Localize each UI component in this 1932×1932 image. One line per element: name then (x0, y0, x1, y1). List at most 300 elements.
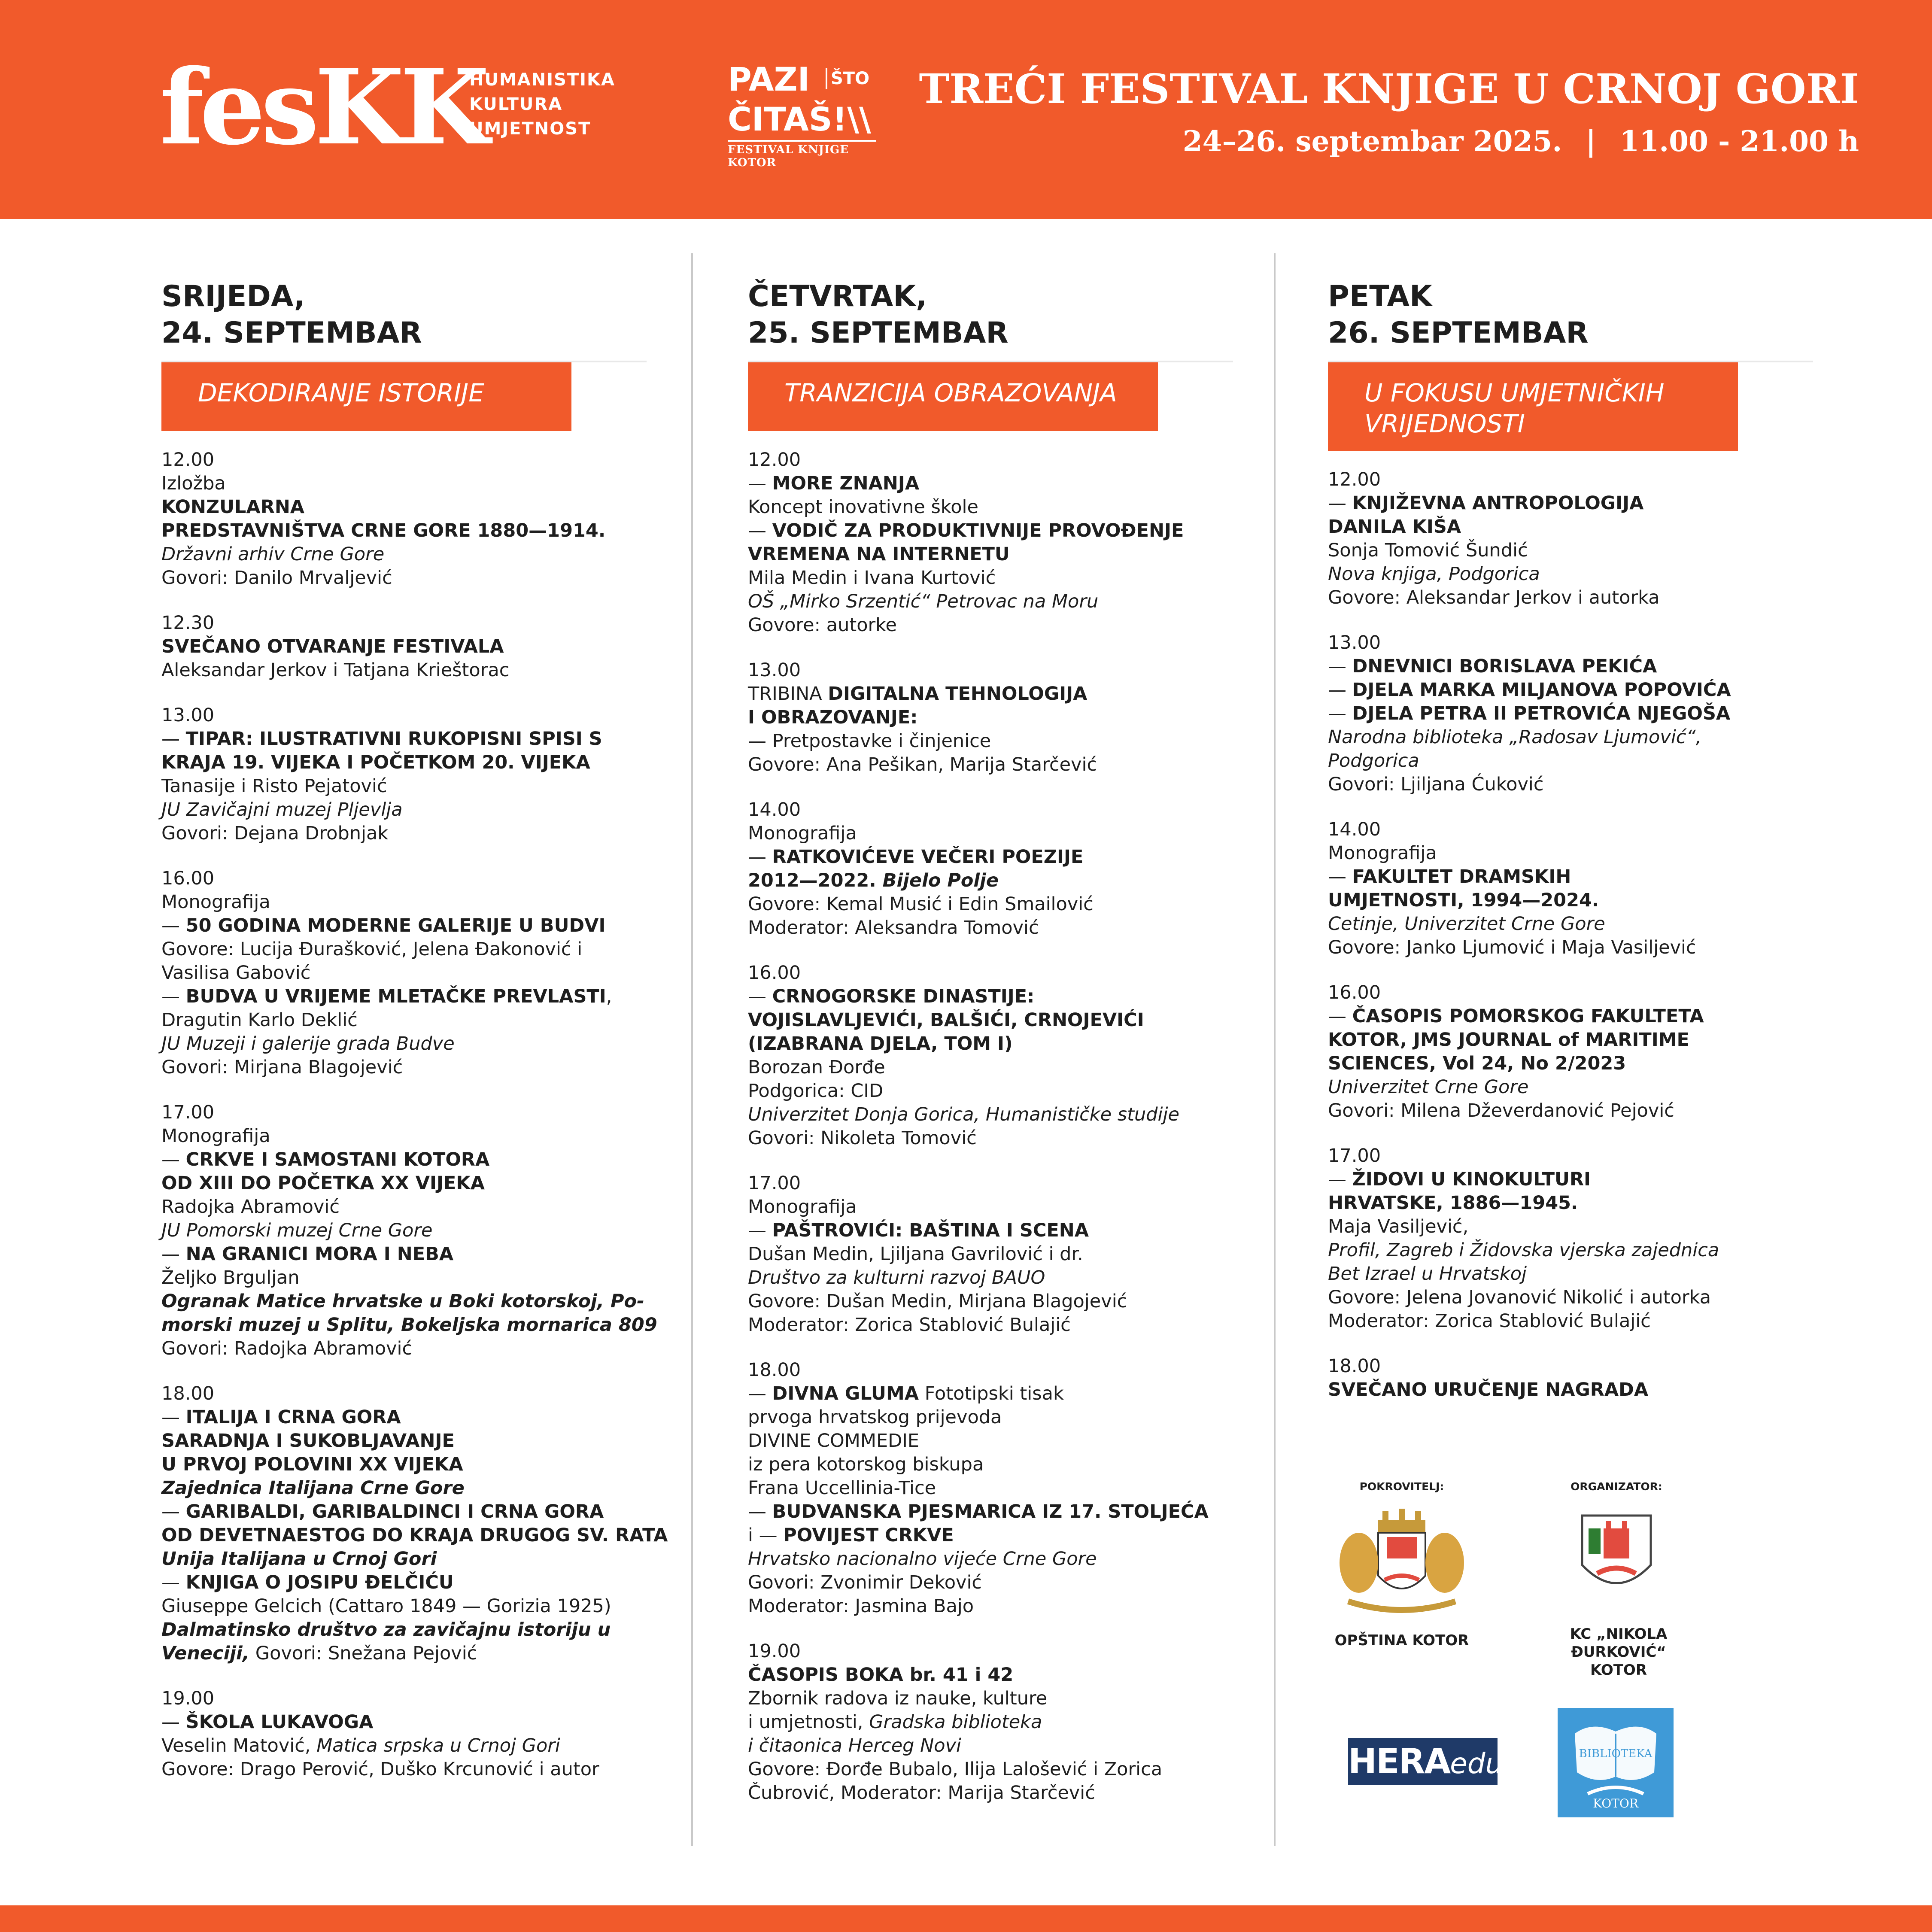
event-line (1328, 773, 1813, 796)
event-line (748, 1195, 1233, 1219)
event-text: Dušan Medin, Ljiljana Gavrilović i dr. (748, 1243, 1083, 1265)
event-line (161, 798, 647, 822)
event-line (1328, 1262, 1813, 1286)
event-line (1328, 492, 1813, 515)
event-text: Izložba (161, 473, 226, 494)
column-divider (691, 253, 693, 1846)
event-text: — (748, 1220, 772, 1241)
program-event (748, 961, 1233, 1150)
event-line (748, 706, 1233, 729)
event-text: 13.00 (748, 659, 801, 681)
event-text: Ogranak Matice hrvatske u Boki kotorskoj, Po- (161, 1291, 644, 1312)
tagline-line: UMJETNOST (469, 119, 591, 139)
event-line (161, 1758, 647, 1781)
event-text: Podgorica: CID (748, 1080, 884, 1102)
event-text: Tanasije i Risto Pejatović (161, 775, 387, 797)
event-text: Narodna biblioteka „Radosav Ljumović“, (1328, 726, 1702, 748)
day-date: 24. SEPTEMBAR (161, 316, 422, 350)
event-text: (IZABRANA DJELA, TOM I) (748, 1033, 1013, 1054)
column-divider (1274, 253, 1276, 1846)
event-text: 18.00 (1328, 1355, 1381, 1377)
dates-text: 24–26. septembar 2025. (1182, 125, 1562, 158)
event-line (748, 1687, 1233, 1710)
event-text: Radojka Abramović (161, 1196, 340, 1218)
header-banner (0, 0, 1932, 219)
theme-banner: TRANZICIJA OBRAZOVANJA (748, 362, 1158, 431)
event-text: 18.00 (748, 1359, 801, 1381)
event-text: , (606, 986, 612, 1007)
event-text: KOTOR, JMS JOURNAL of MARITIME (1328, 1029, 1689, 1051)
event-text: Zbornik radova iz nauke, kulture (748, 1688, 1048, 1709)
event-text: ITALIJA I CRNA GORA (185, 1406, 401, 1428)
event-line (748, 566, 1233, 590)
event-text: Cetinje, Univerzitet Crne Gore (1328, 913, 1605, 935)
event-line (161, 961, 647, 985)
pazi-sto-citas-logo (728, 60, 876, 169)
program-event (1328, 981, 1813, 1123)
event-text: SVEČANO URUČENJE NAGRADA (1328, 1379, 1649, 1400)
event-text: 18.00 (161, 1383, 215, 1404)
event-line (748, 1524, 1233, 1547)
footer-bar (0, 1905, 1932, 1932)
theme-block (1328, 361, 1813, 451)
event-line (748, 472, 1233, 495)
event-line (1328, 1075, 1813, 1099)
event-line (161, 1406, 647, 1429)
event-line (1328, 1052, 1813, 1075)
event-time (161, 611, 647, 635)
event-text: Govori: Snežana Pejović (249, 1643, 477, 1664)
event-line (748, 1476, 1233, 1500)
event-line (161, 1148, 647, 1172)
event-line (161, 1313, 657, 1337)
event-line (748, 869, 1233, 893)
organizator-name-line: KC „NIKOLA ĐURKOVIĆ“ (1570, 1625, 1668, 1661)
event-text: prvoga hrvatskog prijevoda (748, 1406, 1002, 1428)
event-line (1328, 586, 1813, 610)
event-line (748, 845, 1233, 869)
event-text: DIVNA GLUMA (772, 1383, 919, 1404)
event-text: Moderator: Aleksandra Tomović (748, 917, 1039, 939)
event-text: Govori: Mirjana Blagojević (161, 1057, 403, 1078)
program-event (748, 1172, 1233, 1337)
event-line (161, 1524, 668, 1547)
program-event (161, 1382, 668, 1665)
event-text: CRNOGORSKE DINASTIJE: (772, 986, 1035, 1007)
event-text: Gradska biblioteka (869, 1711, 1042, 1733)
event-line (748, 682, 1233, 706)
event-text: Govori: Nikoleta Tomović (748, 1127, 977, 1149)
event-text: PAŠTROVIĆI: BAŠTINA I SCENA (772, 1220, 1089, 1241)
event-line (161, 727, 647, 751)
pokrovitelj-name: OPŠTINA KOTOR (1334, 1632, 1469, 1649)
hera-text: HERA (1348, 1741, 1450, 1781)
event-line (1328, 702, 1813, 726)
event-text: 13.00 (1328, 632, 1381, 653)
event-line (161, 1595, 647, 1618)
tagline-line: HUMANISTIKA (469, 70, 616, 90)
event-line (161, 751, 647, 775)
program-event (748, 1640, 1233, 1805)
event-line (161, 1476, 647, 1500)
event-text: Frana Uccellinia-Tice (748, 1477, 936, 1499)
event-line (748, 1032, 1233, 1056)
event-line (1328, 841, 1813, 865)
event-text: Govore: Drago Perović, Duško Krcunović i autor (161, 1759, 599, 1780)
event-line (161, 1500, 647, 1524)
event-text: i — (748, 1525, 784, 1546)
event-line (161, 1547, 647, 1571)
event-line (161, 1290, 647, 1313)
event-text: Veselin Matović, (161, 1735, 317, 1756)
event-line (1328, 1099, 1813, 1123)
event-line (748, 1127, 1233, 1150)
day-column-thursday (748, 278, 1233, 1826)
event-text: RATKOVIĆEVE VEČERI POEZIJE (772, 846, 1084, 868)
event-text: Mila Medin i Ivana Kurtović (748, 567, 996, 589)
event-text: DJELA PETRA II PETROVIĆA NJEGOŠA (1352, 703, 1731, 724)
event-line (748, 1103, 1233, 1127)
pokrovitelj-label: POKROVITELJ: (1359, 1480, 1444, 1493)
event-line (161, 890, 647, 914)
program-event (748, 1358, 1233, 1618)
event-text: Fototipski tisak (919, 1383, 1064, 1404)
event-text: 19.00 (161, 1688, 215, 1709)
festival-dates (1183, 125, 1859, 158)
event-text: i umjetnosti, (748, 1711, 869, 1733)
event-line (748, 1571, 1233, 1595)
event-text: ČASOPIS POMORSKOG FAKULTETA (1352, 1005, 1704, 1027)
event-line (161, 985, 647, 1009)
day-heading (161, 278, 647, 351)
event-text: SCIENCES, Vol 24, No 2/2023 (1328, 1053, 1626, 1074)
event-text: Podgorica (1328, 750, 1419, 772)
event-line (748, 893, 1233, 916)
event-line (161, 1056, 647, 1079)
program-event (1328, 818, 1813, 960)
event-text: Dalmatinsko društvo za zavičajnu istoriju u (161, 1619, 611, 1640)
event-line (748, 985, 1233, 1009)
event-text: Veneciji, (161, 1643, 250, 1664)
event-text: Bet Izrael u Hrvatskoj (1328, 1263, 1527, 1285)
event-text: — (1328, 1005, 1352, 1027)
event-line (748, 1406, 1233, 1429)
program-event (748, 448, 1233, 637)
event-text: — (161, 1572, 186, 1593)
event-line (161, 519, 647, 543)
event-text: MORE ZNANJA (772, 473, 920, 494)
event-line (161, 635, 647, 659)
event-text: OD XIII DO POČETKA XX VIJEKA (161, 1173, 485, 1194)
event-line (161, 472, 647, 495)
event-line (1328, 1239, 1813, 1262)
event-text: JU Zavičajni muzej Pljevlja (161, 799, 403, 820)
event-text: Govore: Ana Pešikan, Marija Starčević (748, 754, 1097, 775)
event-time (1328, 631, 1813, 655)
event-text: — (748, 986, 772, 1007)
program-event (161, 448, 647, 590)
event-line (161, 775, 647, 798)
event-line (161, 1429, 647, 1453)
program-event (161, 704, 647, 845)
event-text: I OBRAZOVANJE: (748, 707, 918, 728)
event-text: Društvo za kulturni razvoj BAUO (748, 1267, 1045, 1288)
program-event (161, 1687, 647, 1781)
event-text: 12.30 (161, 612, 215, 634)
event-text: Dragutin Karlo Deklić (161, 1009, 358, 1031)
event-line (161, 914, 647, 938)
event-text: 12.00 (748, 449, 801, 471)
event-line (748, 543, 1233, 566)
event-text: — (161, 1501, 186, 1522)
event-line (748, 519, 1233, 543)
event-line (161, 938, 647, 961)
event-text: Moderator: Jasmina Bajo (748, 1595, 974, 1617)
event-text: ČASOPIS BOKA br. 41 i 42 (748, 1664, 1014, 1686)
event-text: — (1328, 866, 1352, 887)
program-event (1328, 1355, 1813, 1402)
event-text: 12.00 (1328, 469, 1381, 490)
event-text: JU Pomorski muzej Crne Gore (161, 1220, 433, 1241)
event-text: DIVINE COMMEDIE (748, 1430, 920, 1452)
festival-title: TREĆI FESTIVAL KNJIGE U CRNOJ GORI (919, 65, 1859, 113)
event-text: — (161, 1149, 186, 1170)
event-line (748, 1663, 1233, 1687)
event-time (748, 961, 1233, 985)
event-text: POVIJEST CRKVE (783, 1525, 954, 1546)
event-time (161, 1101, 647, 1124)
event-line (748, 1781, 1233, 1805)
organizator-name (1528, 1625, 1709, 1679)
event-line (748, 1710, 1233, 1734)
edu-text: edu (1450, 1747, 1504, 1780)
event-time (1328, 1355, 1813, 1378)
event-line (161, 1124, 647, 1148)
event-text: Govore: Lucija Đurašković, Jelena Đakonović i (161, 939, 583, 960)
event-text: — (161, 1406, 186, 1428)
event-text: 16.00 (1328, 982, 1381, 1003)
event-time (1328, 818, 1813, 841)
event-line (161, 1337, 647, 1361)
event-line (748, 614, 1233, 637)
event-text: — (1328, 679, 1352, 701)
organizator-label: ORGANIZATOR: (1571, 1480, 1662, 1493)
event-text: — (161, 1243, 186, 1265)
event-line (1328, 912, 1813, 936)
event-text: 16.00 (748, 962, 801, 984)
event-text: 12.00 (161, 449, 215, 471)
event-text: Govori: Ljiljana Ćuković (1328, 774, 1544, 795)
event-text: — (1328, 703, 1352, 724)
program-event (161, 611, 647, 682)
event-line (161, 1618, 647, 1642)
logo-tagline (469, 68, 615, 141)
event-line (1328, 1215, 1813, 1239)
event-text: Hrvatsko nacionalno vijeće Crne Gore (748, 1548, 1097, 1570)
event-line (1328, 1286, 1813, 1309)
event-text: — (161, 728, 186, 750)
event-text: Govore: Jelena Jovanović Nikolić i autorka (1328, 1287, 1711, 1308)
day-date: 26. SEPTEMBAR (1328, 316, 1589, 350)
event-text: Govore: Đorđe Bubalo, Ilija Lalošević i Zorica (748, 1759, 1163, 1780)
biblioteka-text: BIBLIOTEKA (1579, 1747, 1653, 1760)
separator: | (1586, 125, 1596, 158)
organizator-name-line: KOTOR (1590, 1662, 1647, 1679)
event-text: Monografija (161, 1125, 270, 1147)
event-text: PREDSTAVNIŠTVA CRNE GORE 1880—1914. (161, 520, 606, 541)
event-text: 17.00 (1328, 1145, 1381, 1166)
event-time (1328, 981, 1813, 1005)
event-text: Maja Vasiljević, (1328, 1216, 1469, 1237)
event-text: — (748, 520, 772, 541)
event-line (748, 590, 1233, 614)
event-line (748, 1547, 1233, 1571)
event-time (161, 448, 647, 472)
event-line (161, 543, 647, 566)
event-line (161, 1453, 647, 1476)
hours-text: 11.00 - 21.00 h (1619, 125, 1859, 158)
event-text: VREMENA NA INTERNETU (748, 544, 1010, 565)
event-line (1328, 1168, 1813, 1191)
event-time (748, 1358, 1233, 1382)
event-text: 17.00 (748, 1173, 801, 1194)
sto-text: ŠTO (826, 68, 869, 89)
event-text: ŽIDOVI U KINOKULTURI (1352, 1169, 1591, 1190)
event-text: Monografija (748, 823, 857, 844)
event-text: — (161, 1711, 186, 1733)
event-line (748, 1313, 1233, 1337)
event-text: Govori: Zvonimir Deković (748, 1572, 982, 1593)
theme-block (161, 361, 647, 431)
event-time (748, 659, 1233, 682)
event-text: Sonja Tomović Šundić (1328, 540, 1528, 561)
event-line (1328, 515, 1813, 539)
event-text: Zajednica Italijana Crne Gore (161, 1477, 465, 1499)
event-text: BUDVANSKA PJESMARICA IZ 17. STOLJEĆA (772, 1501, 1209, 1522)
program-event (748, 659, 1233, 777)
event-text: 2012—2022. (748, 870, 883, 891)
event-line (748, 1453, 1233, 1476)
event-text: — (1328, 492, 1352, 514)
event-line (161, 1172, 647, 1195)
event-time (748, 1172, 1233, 1195)
event-line (748, 753, 1233, 777)
event-text: KRAJA 19. VIJEKA I POČETKOM 20. VIJEKA (161, 752, 590, 773)
event-line (1328, 1191, 1813, 1215)
event-time (1328, 1144, 1813, 1168)
day-name: ČETVRTAK, (748, 279, 927, 313)
event-text: HRVATSKE, 1886—1945. (1328, 1192, 1578, 1214)
event-text: Govori: Milena Dževerdanović Pejović (1328, 1100, 1674, 1121)
event-text: UMJETNOSTI, 1994—2024. (1328, 890, 1599, 911)
event-line (1328, 1028, 1813, 1052)
event-line (161, 1195, 647, 1219)
event-text: DANILA KIŠA (1328, 516, 1461, 538)
day-column-friday (1328, 278, 1813, 1423)
event-text: CRKVE I SAMOSTANI KOTORA (185, 1149, 490, 1170)
event-time (748, 1640, 1233, 1663)
event-text: Nova knjiga, Podgorica (1328, 563, 1540, 585)
event-time (161, 867, 647, 890)
event-text: OD DEVETNAESTOG DO KRAJA DRUGOG SV. RATA (161, 1525, 668, 1546)
event-text: Govori: Dejana Drobnjak (161, 823, 389, 844)
program-event (161, 867, 647, 1079)
event-text: SVEČANO OTVARANJE FESTIVALA (161, 636, 504, 657)
event-text: — (748, 473, 772, 494)
day-heading (1328, 278, 1813, 351)
event-text: — (161, 986, 186, 1007)
event-text: 17.00 (161, 1102, 215, 1123)
kc-nikola-durkovic-crest-icon (1580, 1513, 1653, 1599)
event-list (748, 448, 1233, 1805)
event-line (748, 1734, 1233, 1758)
event-line (1328, 1005, 1813, 1028)
theme-banner: DEKODIRANJE ISTORIJE (161, 362, 571, 431)
day-name: SRIJEDA, (161, 279, 305, 313)
event-text: — (161, 915, 186, 936)
event-line (748, 1429, 1233, 1453)
event-time (1328, 468, 1813, 492)
event-line (748, 1009, 1233, 1032)
event-text: — (748, 1383, 772, 1404)
event-text: iz pera kotorskog biskupa (748, 1454, 984, 1475)
theme-banner: U FOKUSU UMJETNIČKIH VRIJEDNOSTI (1328, 362, 1738, 451)
event-time (161, 1382, 647, 1406)
event-text: VOJISLAVLJEVIĆI, BALŠIĆI, CRNOJEVIĆI (748, 1009, 1144, 1031)
event-text: Govore: Dušan Medin, Mirjana Blagojević (748, 1291, 1127, 1312)
event-line (161, 1710, 647, 1734)
theme-block (748, 361, 1233, 431)
event-line (161, 1642, 647, 1665)
event-text: Monografija (1328, 842, 1437, 864)
day-column-wednesday (161, 278, 668, 1803)
event-line (748, 1500, 1233, 1524)
program-event (1328, 631, 1813, 796)
event-line (161, 566, 647, 590)
event-line (1328, 655, 1813, 678)
event-text: Aleksandar Jerkov i Tatjana Krieštorac (161, 659, 510, 681)
event-text: Univerzitet Donja Gorica, Humanističke studije (748, 1104, 1179, 1125)
event-time (748, 448, 1233, 472)
event-text: VODIČ ZA PRODUKTIVNIJE PROVOĐENJE (772, 520, 1184, 541)
event-line (1328, 539, 1813, 562)
event-text: Koncept inovativne škole (748, 496, 978, 518)
opstina-kotor-coat-of-arms-icon (1331, 1503, 1473, 1619)
event-line (1328, 865, 1813, 889)
event-text: Univerzitet Crne Gore (1328, 1076, 1529, 1098)
event-text: Govore: Kemal Musić i Edin Smailović (748, 893, 1094, 915)
event-text: DJELA MARKA MILJANOVA POPOVIĆA (1352, 679, 1731, 701)
event-line (161, 1242, 647, 1266)
biblioteka-kotor-logo (1558, 1708, 1674, 1817)
event-time (161, 704, 647, 727)
event-text: 13.00 (161, 705, 215, 726)
event-text: U PRVOJ POLOVINI XX VIJEKA (161, 1454, 463, 1475)
event-text: 19.00 (748, 1640, 801, 1662)
event-text: — (1328, 1169, 1352, 1190)
event-text: — (1328, 656, 1352, 677)
event-text: — (748, 846, 772, 868)
event-line (161, 495, 647, 519)
event-text: 50 GODINA MODERNE GALERIJE U BUDVI (185, 915, 606, 936)
event-line (1328, 1378, 1813, 1402)
event-text: morski muzej u Splitu, Bokeljska mornarica 809 (161, 1314, 657, 1336)
event-text: 14.00 (1328, 819, 1381, 840)
kotor-text: KOTOR (1593, 1796, 1638, 1810)
event-text: Borozan Đorđe (748, 1057, 885, 1078)
event-text: Govore: autorke (748, 614, 897, 636)
event-text: DNEVNICI BORISLAVA PEKIĆA (1352, 656, 1657, 677)
